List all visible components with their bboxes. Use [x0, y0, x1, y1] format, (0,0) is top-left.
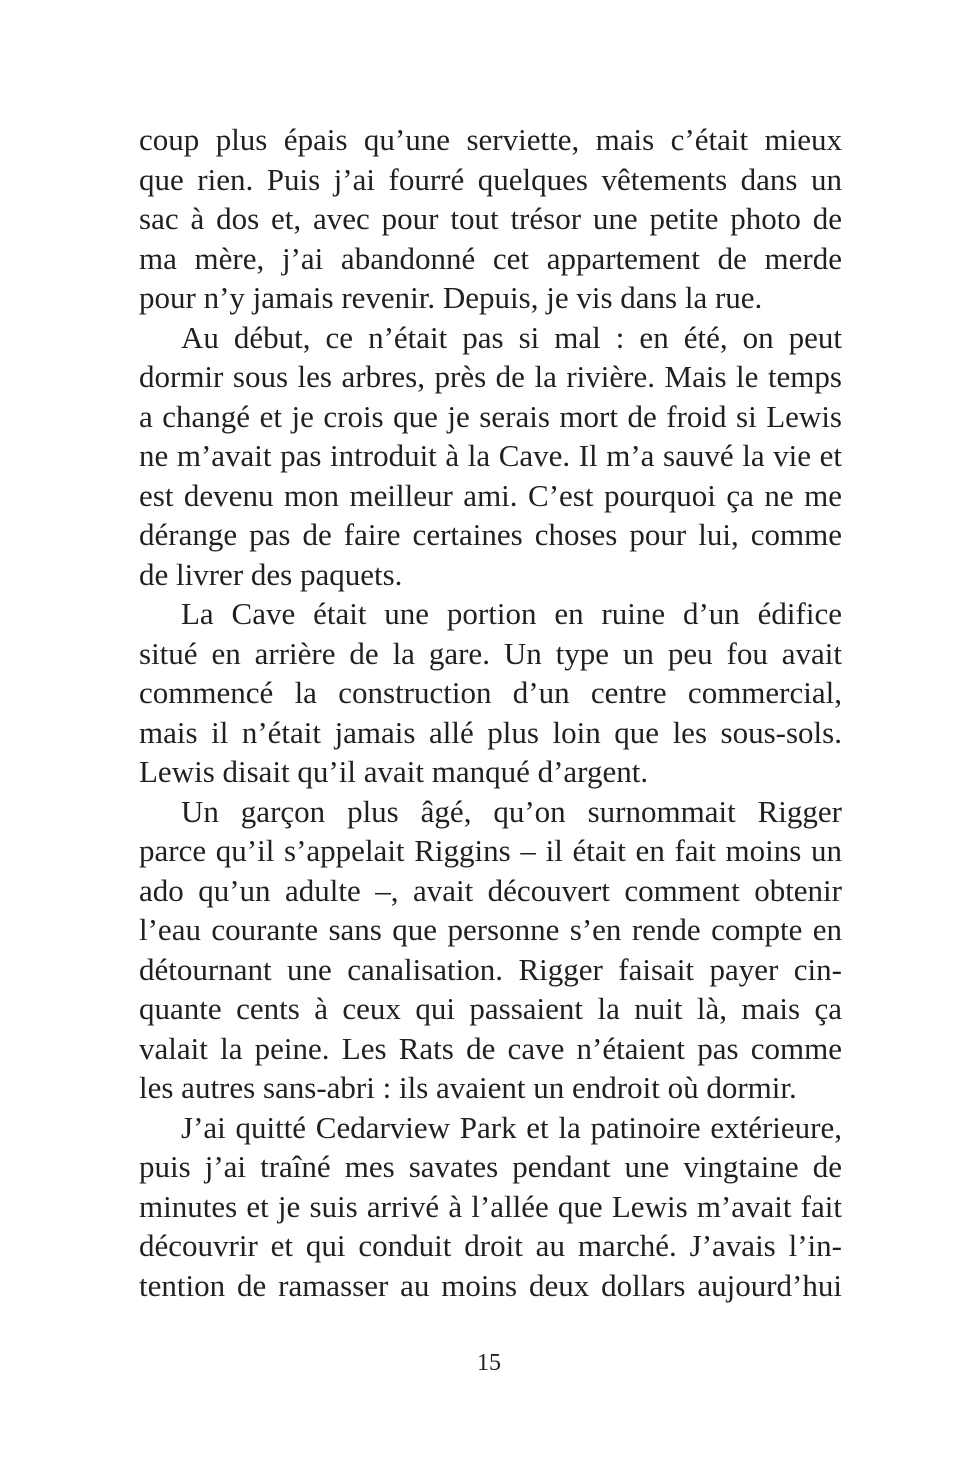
- text-line: dérange pas de faire certaines choses pour lui, comme: [139, 517, 842, 552]
- text-line: détournant une canalisation. Rigger faisait payer cin-: [139, 951, 842, 987]
- body-text: [139, 120, 842, 1305]
- text-line: commencé la construction d’un centre commercial,: [139, 675, 842, 710]
- text-line: tention de ramasser au moins deux dollars aujourd’hui: [139, 1267, 842, 1303]
- text-line: puis j’ai traîné mes savates pendant une vingtaine de: [139, 1149, 842, 1184]
- page-number: 15: [477, 1350, 501, 1376]
- text-line: ma mère, j’ai abandonné cet appartement de merde: [139, 240, 842, 276]
- text-line: sac à dos et, avec pour tout trésor une petite photo de: [139, 201, 842, 236]
- text-line: valait la peine. Les Rats de cave n’étaient pas comme: [139, 1030, 842, 1066]
- text-line: situé en arrière de la gare. Un type un peu fou avait: [139, 635, 842, 671]
- text-line: est devenu mon meilleur ami. C’est pourquoi ça ne me: [139, 477, 842, 513]
- text-line: découvrir et qui conduit droit au marché. J’avais l’in-: [139, 1228, 842, 1263]
- text-line: pour n’y jamais revenir. Depuis, je vis dans la rue.: [139, 280, 763, 315]
- text-line: Au début, ce n’était pas si mal : en été, on peut: [181, 319, 842, 355]
- text-line: quante cents à ceux qui passaient la nuit là, mais ça: [139, 991, 842, 1026]
- text-line: a changé et je crois que je serais mort de froid si Lewis: [139, 398, 842, 434]
- text-line: ne m’avait pas introduit à la Cave. Il m’a sauvé la vie et: [139, 438, 842, 473]
- text-line: dormir sous les arbres, près de la rivière. Mais le temps: [139, 359, 842, 394]
- text-line: les autres sans-abri : ils avaient un endroit où dormir.: [139, 1070, 797, 1105]
- text-line: parce qu’il s’appelait Riggins – il était en fait moins un: [139, 833, 842, 868]
- text-line: J’ai quitté Cedarview Park et la patinoire extérieure,: [181, 1109, 842, 1145]
- text-line: de livrer des paquets.: [139, 556, 403, 592]
- text-line: mais il n’était jamais allé plus loin que les sous-sols.: [139, 714, 842, 750]
- text-line: La Cave était une portion en ruine d’un édifice: [181, 596, 842, 631]
- text-line: ado qu’un adulte –, avait découvert comment obtenir: [139, 872, 842, 908]
- text-line: que rien. Puis j’ai fourré quelques vêtements dans un: [139, 161, 842, 197]
- text-line: Un garçon plus âgé, qu’on surnommait Rigger: [181, 793, 842, 829]
- text-line: minutes et je suis arrivé à l’allée que Lewis m’avait fait: [139, 1188, 842, 1224]
- text-line: Lewis disait qu’il avait manqué d’argent.: [139, 754, 649, 789]
- text-line: coup plus épais qu’une serviette, mais c’était mieux: [139, 122, 842, 157]
- text-line: l’eau courante sans que personne s’en rende compte en: [139, 912, 842, 947]
